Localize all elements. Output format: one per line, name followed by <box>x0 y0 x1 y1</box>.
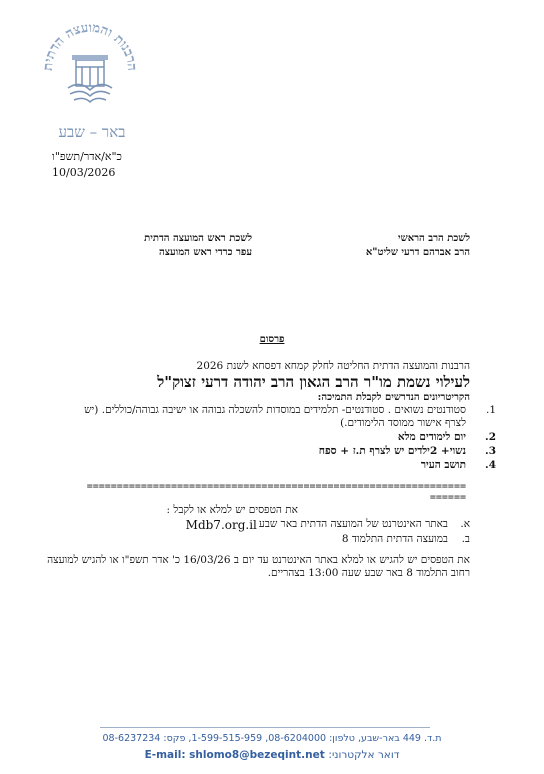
memorial-headline: לעילוי נשמת מו"ר הרב הגאון הרב יהודה דרעי זצוק"ל <box>157 373 470 391</box>
gregorian-date: 10/03/2026 <box>52 166 116 179</box>
option-text: באתר האינטרנט של המועצה הדתית באר שבע <box>258 518 448 530</box>
option-letter: א. <box>460 518 470 530</box>
document-title: פרסום <box>259 334 285 345</box>
fill-instructions: את הטפסים יש למלא או לקבל : <box>166 504 298 516</box>
footer-email-row <box>0 749 544 761</box>
criteria-heading: הקריטריונים הנדרשים לקבלת התמיכה: <box>317 392 470 403</box>
religious-council-logo <box>40 22 140 122</box>
recipient-right-line1: לשכת הרב הראשי <box>398 233 470 244</box>
hebrew-date: כ"א/אדר/תשפ"ו <box>52 150 122 163</box>
footer-divider <box>100 727 430 728</box>
city-name: באר – שבע <box>58 123 126 141</box>
footer-contact: ת.ד. 449 באר-שבע, טלפון: 08-6204000, 1-599-515-959, פקס: 08-6237234 <box>102 733 442 744</box>
option-text: במועצה הדתית התלמוד 8 <box>341 533 448 545</box>
intro-paragraph: הרבנות והמועצה הדתית החליטה לחלק קמחא דפסחא לשנת 2026 <box>196 360 470 372</box>
option-item <box>342 533 470 545</box>
list-item-number: 4. <box>485 459 496 471</box>
option-item <box>186 518 470 532</box>
separator-line: ===================================================================== <box>86 481 466 503</box>
list-item-text: יום לימודים מלא <box>397 431 466 443</box>
website-link[interactable]: Mdb7.org.il <box>185 518 257 532</box>
recipient-council-head <box>144 232 252 260</box>
recipient-right-line2: הרב אברהם דרעי שליט"א <box>365 247 470 258</box>
option-letter: ב. <box>461 533 470 545</box>
footer-email-label: דואר אלקטרוני: <box>328 749 400 761</box>
list-item-number: 1. <box>485 404 496 416</box>
svg-text:הרבנות והמועצה הדתית <box>41 22 139 71</box>
list-item <box>71 459 496 472</box>
recipient-left-line2: עפר כרדי ראש המועצה <box>159 247 252 258</box>
list-item <box>71 404 496 430</box>
logo-arc-text: הרבנות והמועצה הדתית <box>40 22 140 72</box>
list-item-text: תושב העיר <box>420 459 466 471</box>
list-item-number: 3. <box>485 445 496 457</box>
list-item <box>71 431 496 444</box>
recipient-left-line1: לשכת ראש המועצה הדתית <box>144 233 252 244</box>
list-item-text: נשוי+ 2ילדים יש לצרף ת.ז + ספח <box>318 445 466 457</box>
list-item <box>71 445 496 458</box>
criteria-list <box>71 404 496 473</box>
list-item-number: 2. <box>485 431 496 443</box>
list-item-text: סטודנטים נשואים . סטודנטים- תלמידים במוסדות להשכלה גבוהה או ישיבה גבוהה/כוללים. (יש לצרף אישור ממוסד הלימודים.) <box>84 404 466 429</box>
footer-email[interactable]: E-mail: shlomo8@bezeqint.net <box>144 749 325 761</box>
recipient-chief-rabbi <box>366 232 470 260</box>
submission-paragraph: את הטפסים יש להגיש או למלא באתר האינטרנט עד יום ב 16/03/26 כ' אדר תשפ"ו או להגיש למועצה רחוב התלמוד 8 באר שבע שעה 13:00 בצהריים. <box>47 554 470 579</box>
